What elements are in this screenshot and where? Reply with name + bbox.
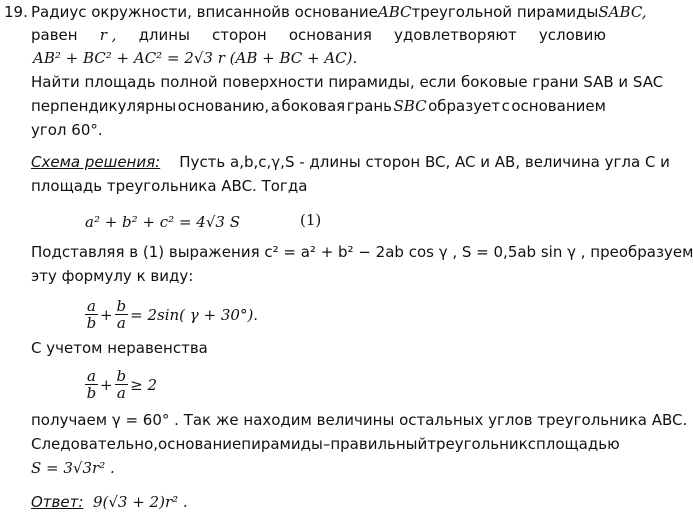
answer-value: 9(√3 + 2)r² .: [92, 493, 188, 511]
text: основанию,: [177, 97, 270, 115]
fraction-b-over-a: $\frac{b}{a}$: [116, 297, 127, 332]
answer-line: [31, 492, 188, 512]
equation-2-rhs: = 2sin( γ + 30°).: [130, 305, 259, 324]
math-abc: ABC: [377, 3, 412, 21]
result-line-2: [31, 434, 620, 454]
text: с: [527, 435, 536, 453]
text: основанием: [511, 97, 606, 115]
text: основание: [158, 435, 242, 453]
equation-1-label: (1): [300, 211, 322, 229]
text: длины: [138, 26, 190, 44]
math-sabc: SABC,: [598, 3, 647, 21]
base-area-formula: S = 3√3r² .: [31, 459, 115, 477]
fraction-a-over-b: $\frac{a}{b}$: [86, 297, 97, 332]
fraction-b-over-a: $\frac{b}{a}$: [116, 367, 127, 402]
text: основания: [288, 26, 372, 44]
text: –: [322, 435, 331, 453]
text: равен: [31, 26, 78, 44]
statement-line-5: [31, 96, 606, 116]
text: Следовательно,: [31, 435, 159, 453]
inequality: [85, 368, 157, 401]
solution-intro-2: площадь треугольника ABC. Тогда: [31, 177, 308, 195]
fraction-a-over-b: $\frac{a}{b}$: [86, 367, 97, 402]
inequality-rhs: ≥ 2: [130, 375, 158, 394]
text: сторон: [212, 26, 267, 44]
text: с: [501, 97, 510, 115]
text: правильный: [330, 435, 428, 453]
text: удовлетворяют: [394, 26, 517, 44]
equation-1: a² + b² + c² = 4√3 S: [85, 213, 240, 231]
text: перпендикулярны: [31, 97, 177, 115]
text: в основание: [281, 3, 378, 21]
condition-formula: AB² + BC² + AC² = 2√3 r (AB + BC + AC).: [33, 49, 358, 67]
solution-line-1: [31, 152, 670, 172]
statement-line-1: [31, 2, 647, 22]
text: условию: [538, 26, 606, 44]
inequality-intro: С учетом неравенства: [31, 339, 208, 357]
plus-sign: +: [99, 305, 113, 324]
math-r: r ,: [99, 26, 117, 44]
solution-heading: Схема решения:: [31, 153, 161, 171]
equation-2: [85, 298, 258, 331]
problem-number: 19.: [4, 3, 28, 21]
result-line-1: получаем γ = 60° . Так же находим величины остальных углов треугольника ABC.: [31, 411, 688, 429]
text: треугольник: [427, 435, 528, 453]
text: грань: [346, 97, 392, 115]
statement-line-6: угол 60°.: [31, 121, 103, 139]
text: площадью: [535, 435, 620, 453]
text: пирамиды: [241, 435, 323, 453]
text: Радиус окружности, вписанной: [31, 3, 282, 21]
substitution-line: Подставляя в (1) выражения c² = a² + b² − 2ab cos γ , S = 0,5ab sin γ , преобразуем: [31, 243, 693, 261]
text: а: [270, 97, 280, 115]
text: боковая: [281, 97, 346, 115]
statement-line-2: [31, 25, 606, 45]
statement-line-4: Найти площадь полной поверхности пирамиды, если боковые грани SAB и SAC: [31, 73, 664, 91]
text: треугольной пирамиды: [411, 3, 599, 21]
plus-sign: +: [99, 375, 113, 394]
text: образует: [428, 97, 501, 115]
substitution-line-2: эту формулу к виду:: [31, 267, 194, 285]
solution-intro: Пусть a,b,c,γ,S - длины сторон BC, AC и AB, величина угла C и: [179, 153, 670, 171]
math-sbc: SBC: [393, 97, 427, 115]
answer-label: Ответ:: [31, 493, 84, 511]
